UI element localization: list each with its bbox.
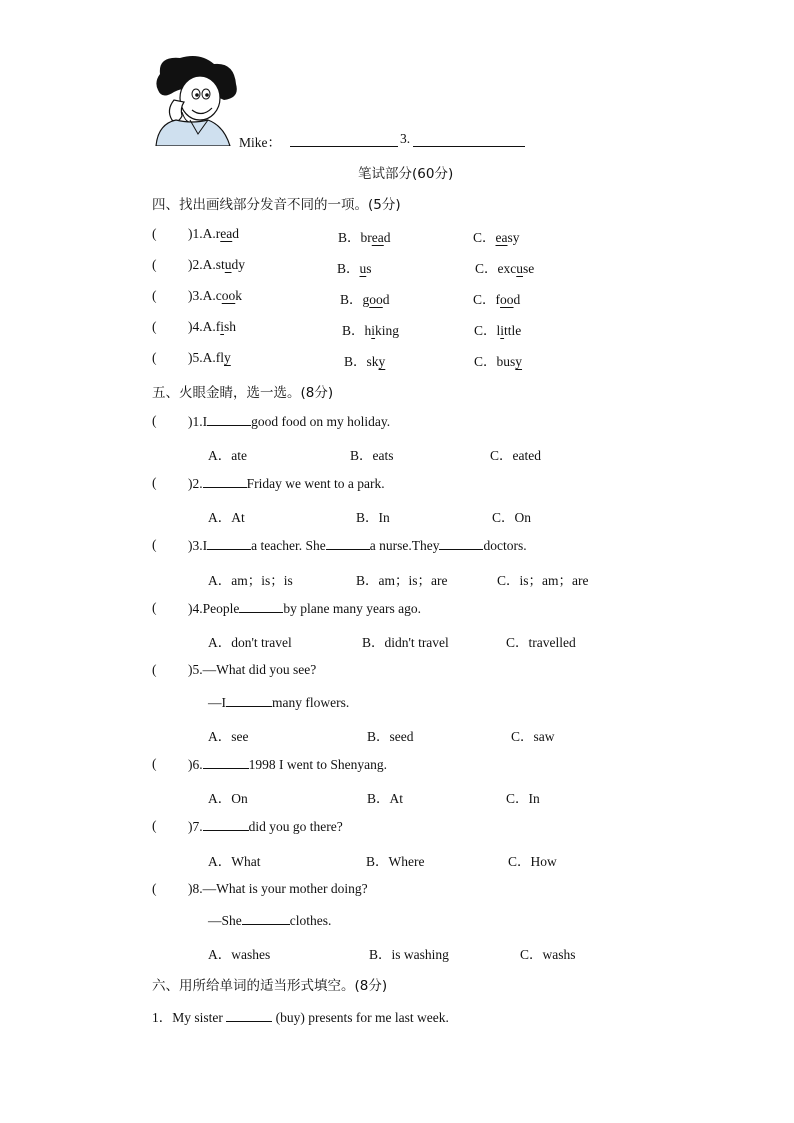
fill-question: 1．My sister (buy) presents for me last week. (152, 1010, 449, 1025)
question-text: )8.—What is your mother doing? (188, 881, 368, 896)
option-c[interactable]: C．In (506, 791, 540, 806)
answer-line[interactable] (413, 146, 525, 147)
question-number: )3.A.cook (188, 288, 242, 303)
answer-paren[interactable]: ( (152, 662, 157, 677)
option-b[interactable]: B．is washing (369, 947, 449, 962)
option-b[interactable]: B．hiking (342, 323, 400, 338)
option-a[interactable]: A．see (208, 729, 249, 744)
section-heading: 四、找出画线部分发音不同的一项。(5分) (152, 197, 401, 213)
option-c[interactable]: C．easy (473, 230, 520, 245)
paren-open[interactable]: ( (152, 288, 157, 303)
section-heading: 六、用所给单词的适当形式填空。(8分) (152, 978, 388, 994)
answer-paren[interactable]: ( (152, 881, 157, 896)
option-b[interactable]: B．us (337, 261, 372, 276)
option-b[interactable]: B．bread (338, 230, 391, 245)
section-heading: 五、火眼金睛，选一选。(8分) (152, 385, 334, 401)
option-a[interactable]: A．What (208, 854, 261, 869)
paren-open[interactable]: ( (152, 350, 157, 365)
option-a[interactable]: A．On (208, 791, 248, 806)
answer-blank[interactable] (226, 1009, 272, 1022)
question-number: )4.A.fish (188, 319, 237, 334)
girl-cartoon-illustration (152, 54, 242, 146)
question-text: )4.People by plane many years ago. (188, 601, 421, 616)
option-c[interactable]: C．eated (490, 448, 541, 463)
option-c[interactable]: C．How (508, 854, 557, 869)
option-c[interactable]: C．food (473, 292, 521, 307)
answer-paren[interactable]: ( (152, 756, 157, 771)
option-c[interactable]: C．saw (511, 729, 555, 744)
question-text: )7. did you go there? (188, 819, 343, 834)
paren-open[interactable]: ( (152, 226, 157, 241)
question-text: )3.I a teacher. She a nurse.They doctors. (188, 538, 527, 553)
answer-line[interactable] (290, 146, 398, 147)
question-number: )1.A.read (188, 226, 239, 241)
question-text: )5.—What did you see? (188, 662, 317, 677)
option-c[interactable]: C．little (474, 323, 522, 338)
option-a[interactable]: A．am；is；is (208, 573, 293, 588)
answer-paren[interactable]: ( (152, 818, 157, 833)
answer-paren[interactable]: ( (152, 600, 157, 615)
dialogue-line: —I many flowers. (208, 695, 350, 710)
option-b[interactable]: B．seed (367, 729, 414, 744)
option-c[interactable]: C．busy (474, 354, 523, 369)
option-b[interactable]: B．am；is；are (356, 573, 448, 588)
option-c[interactable]: C．is；am；are (497, 573, 589, 588)
option-c[interactable]: C．On (492, 510, 532, 525)
option-a[interactable]: A．washes (208, 947, 271, 962)
question-number: )5.A.fly (188, 350, 231, 365)
answer-paren[interactable]: ( (152, 537, 157, 552)
question-text: )6. 1998 I went to Shenyang. (188, 757, 387, 772)
option-b[interactable]: B．At (367, 791, 404, 806)
speaker-label: Mike： (239, 135, 281, 150)
option-c[interactable]: C．washs (520, 947, 576, 962)
option-b[interactable]: B．In (356, 510, 390, 525)
option-a[interactable]: A．At (208, 510, 245, 525)
option-b[interactable]: B．good (340, 292, 390, 307)
question-number: )2.A.study (188, 257, 246, 272)
answer-paren[interactable]: ( (152, 413, 157, 428)
paren-open[interactable]: ( (152, 319, 157, 334)
option-b[interactable]: B．eats (350, 448, 394, 463)
dialogue-line: —She clothes. (208, 913, 332, 928)
paren-open[interactable]: ( (152, 257, 157, 272)
question-text: )2. Friday we went to a park. (188, 476, 385, 491)
option-b[interactable]: B．sky (344, 354, 386, 369)
option-a[interactable]: A．don't travel (208, 635, 292, 650)
option-c[interactable]: C．excuse (475, 261, 535, 276)
option-a[interactable]: A．ate (208, 448, 247, 463)
option-b[interactable]: B．didn't travel (362, 635, 449, 650)
option-c[interactable]: C．travelled (506, 635, 576, 650)
option-b[interactable]: B．Where (366, 854, 425, 869)
question-text: )1.I good food on my holiday. (188, 414, 391, 429)
item-number: 3. (400, 131, 411, 146)
paper-title: 笔试部分(60分) (358, 166, 454, 182)
answer-paren[interactable]: ( (152, 475, 157, 490)
